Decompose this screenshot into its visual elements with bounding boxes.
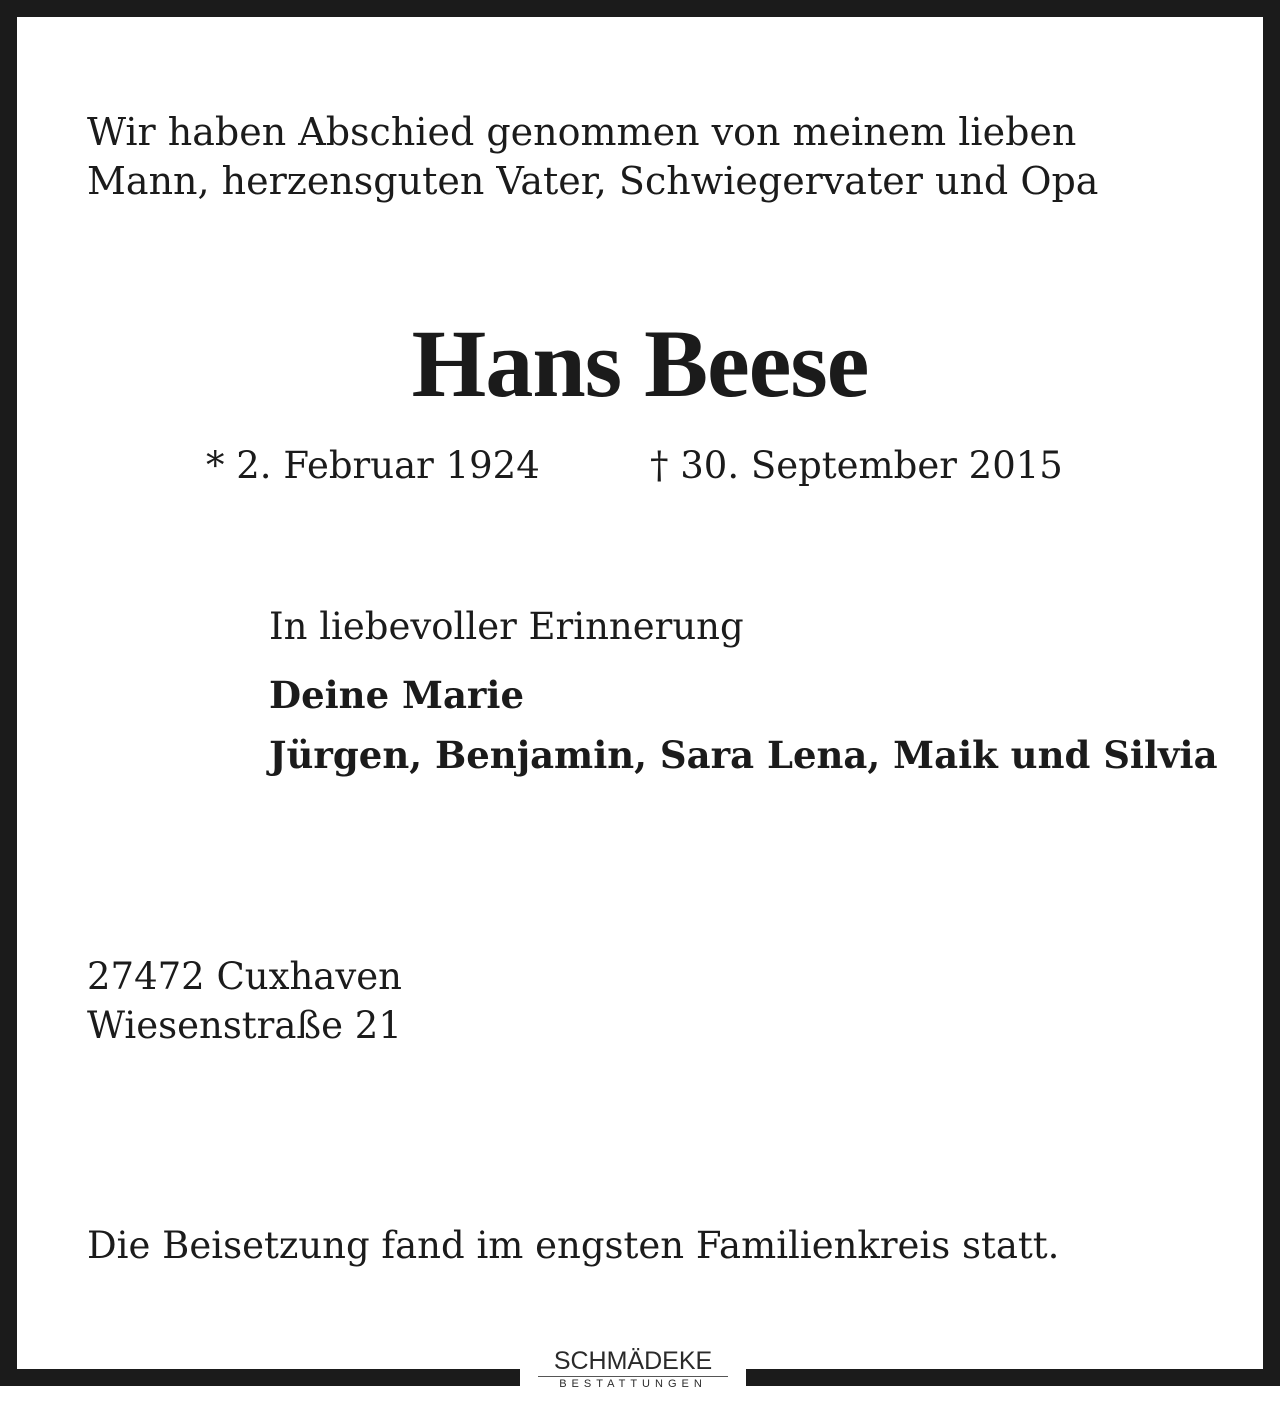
frame-bottom-rule-right bbox=[746, 1369, 1280, 1386]
death-date: † 30. September 2015 bbox=[650, 444, 1063, 487]
intro-line-2: Mann, herzensguten Vater, Schwiegervater und Opa bbox=[87, 159, 1099, 203]
address-line: Wiesenstraße 21 bbox=[87, 1004, 402, 1047]
closing-phrase: In liebevoller Erinnerung bbox=[269, 605, 744, 648]
deceased-name: Hans Beese bbox=[411, 310, 869, 417]
signer-line: Deine Marie bbox=[269, 673, 525, 717]
funeral-home-logo bbox=[520, 1346, 746, 1398]
logo-tagline: BESTATTUNGEN bbox=[559, 1378, 707, 1390]
intro-line-1: Wir haben Abschied genommen von meinem lieben bbox=[87, 110, 1077, 154]
family-address bbox=[87, 952, 402, 1050]
logo-name: SCHMÄDEKE bbox=[553, 1347, 713, 1375]
intro-text bbox=[87, 108, 1193, 206]
signer-line: Jürgen, Benjamin, Sara Lena, Maik und Silvia bbox=[269, 733, 1218, 777]
burial-note: Die Beisetzung fand im engsten Familienkreis statt. bbox=[87, 1224, 1060, 1267]
birth-date: * 2. Februar 1924 bbox=[206, 444, 540, 487]
address-line: 27472 Cuxhaven bbox=[87, 955, 402, 998]
frame-bottom-rule-left bbox=[0, 1369, 520, 1386]
